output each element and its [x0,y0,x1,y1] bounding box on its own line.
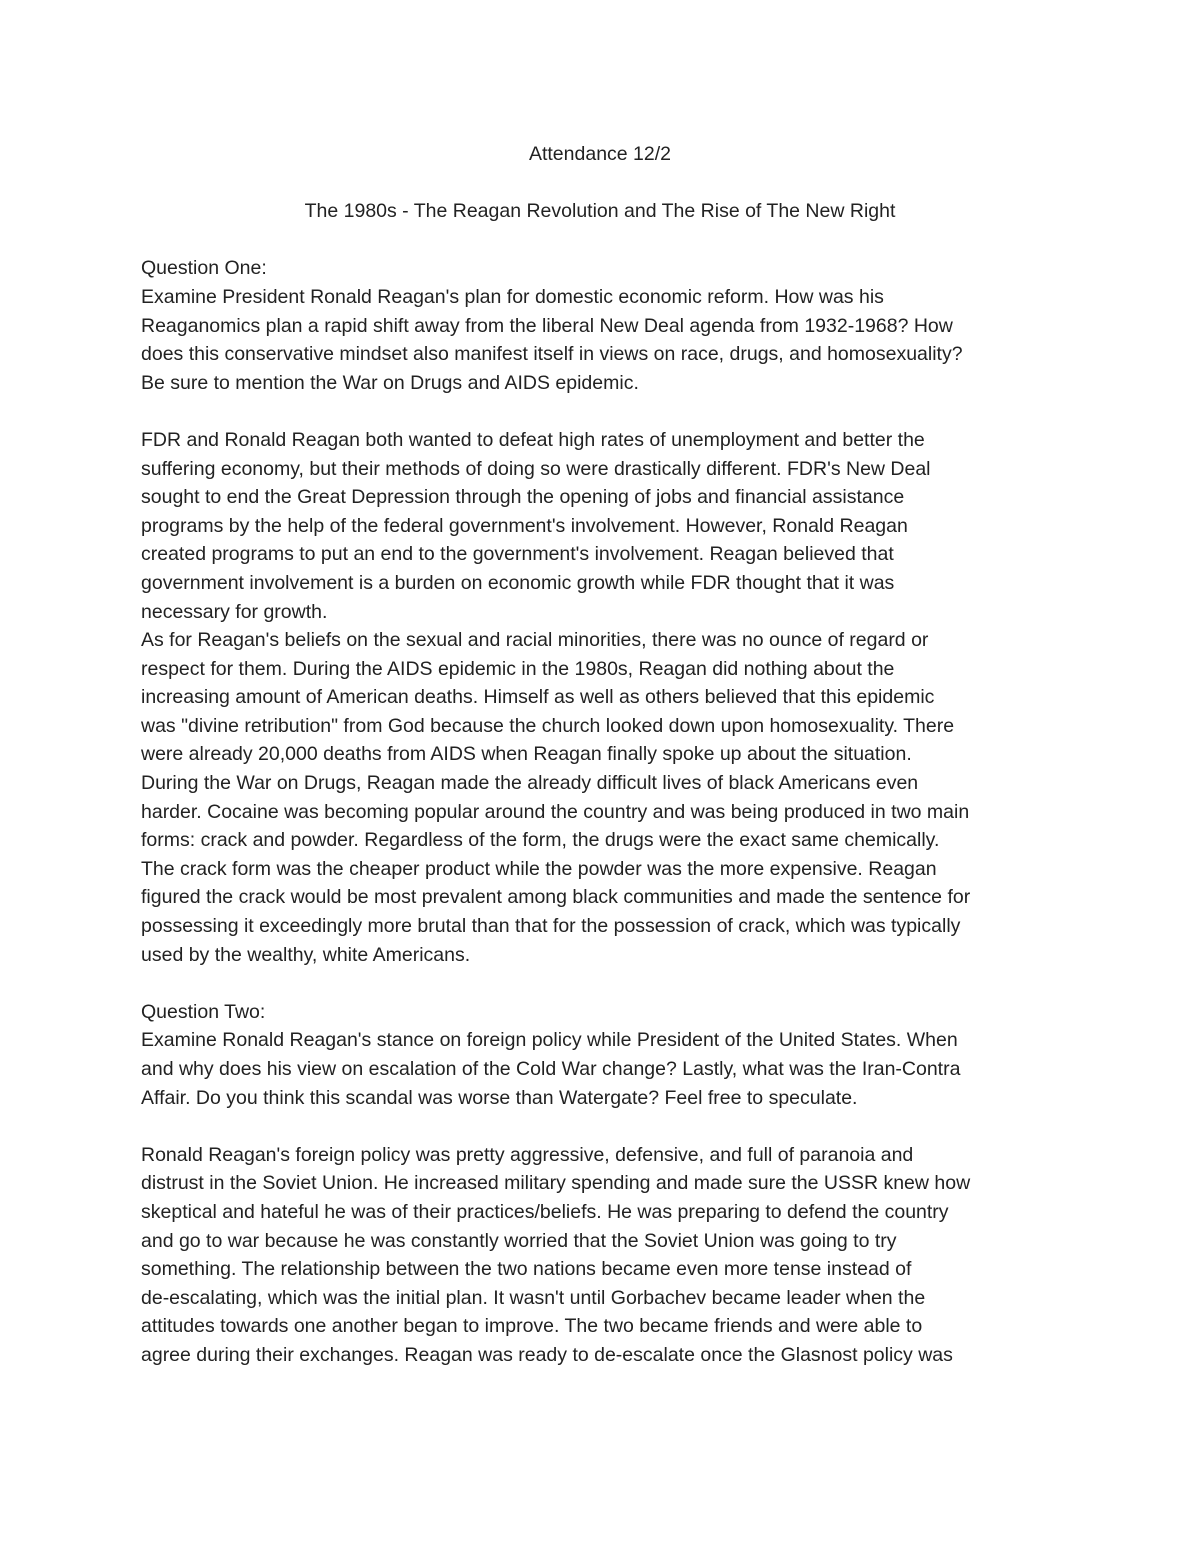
spacer [141,169,1066,198]
prompt-line: Be sure to mention the War on Drugs and AIDS epidemic. [141,371,639,394]
spacer [141,226,1066,255]
prompt-line: Affair. Do you think this scandal was worse than Watergate? Feel free to speculate. [141,1086,858,1109]
question-one-prompt [141,283,1066,397]
answer-line: government involvement is a burden on economic growth while FDR thought that it was [141,571,895,594]
answer-line: and go to war because he was constantly worried that the Soviet Union was going to try [141,1229,897,1252]
answer-line: de-escalating, which was the initial plan. It wasn't until Gorbachev became leader when the [141,1286,926,1309]
answer-line: were already 20,000 deaths from AIDS when Reagan finally spoke up about the situation. [141,743,912,766]
question-two-answer [141,1141,1066,1370]
answer-line: created programs to put an end to the government's involvement. Reagan believed that [141,543,894,566]
answer-line: figured the crack would be most prevalent among black communities and made the sentence for [141,886,971,909]
answer-line: used by the wealthy, white Americans. [141,943,471,966]
question-two-prompt [141,1026,1066,1112]
prompt-line: and why does his view on escalation of the Cold War change? Lastly, what was the Iran-Contra [141,1058,961,1080]
answer-line: During the War on Drugs, Reagan made the already difficult lives of black Americans even [141,772,919,795]
answer-line: possessing it exceedingly more brutal than that for the possession of crack, which was typically [141,915,961,938]
answer-line: agree during their exchanges. Reagan was ready to de-escalate once the Glasnost policy was [141,1343,953,1366]
answer-line: respect for them. During the AIDS epidemic in the 1980s, Reagan did nothing about the [141,657,895,680]
answer-line: attitudes towards one another began to improve. The two became friends and were able to [141,1315,923,1338]
answer-line: forms: crack and powder. Regardless of the form, the drugs were the exact same chemically. [141,829,940,852]
answer-line: sought to end the Great Depression through the opening of jobs and financial assistance [141,486,905,509]
document-body [141,140,1066,1370]
answer-line: skeptical and hateful he was of their practices/beliefs. He was preparing to defend the country [141,1200,949,1223]
attendance-title: Attendance 12/2 [528,143,672,165]
prompt-line: does this conservative mindset also manifest itself in views on race, drugs, and homosexuality? [141,343,963,366]
answer-line: distrust in the Soviet Union. He increased military spending and made sure the USSR knew how [141,1172,971,1195]
question-one-answer [141,426,1066,969]
prompt-line: Examine President Ronald Reagan's plan for domestic economic reform. How was his [141,285,884,308]
answer-line: The crack form was the cheaper product while the powder was the more expensive. Reagan [141,857,937,880]
assignment-subtitle: The 1980s - The Reagan Revolution and The Rise of The New Right [304,200,896,223]
answer-line: programs by the help of the federal government's involvement. However, Ronald Reagan [141,514,908,537]
spacer [141,969,1066,998]
answer-line: necessary for growth. [141,600,328,623]
prompt-line: Examine Ronald Reagan's stance on foreign policy while President of the United States. When [141,1029,958,1052]
answer-line: something. The relationship between the two nations became even more tense instead of [141,1258,912,1281]
answer-line: was "divine retribution" from God because the church looked down upon homosexuality. There [141,714,955,737]
answer-line: Ronald Reagan's foreign policy was pretty aggressive, defensive, and full of paranoia and [141,1143,914,1166]
spacer [141,1112,1066,1141]
question-one-heading: Question One: [141,257,267,280]
answer-line: increasing amount of American deaths. Himself as well as others believed that this epidemic [141,686,935,709]
answer-line: FDR and Ronald Reagan both wanted to defeat high rates of unemployment and better the [141,428,925,451]
answer-line: As for Reagan's beliefs on the sexual and racial minorities, there was no ounce of regard or [141,629,929,652]
answer-line: harder. Cocaine was becoming popular around the country and was being produced in two main [141,800,970,823]
question-two-heading: Question Two: [141,1000,266,1023]
answer-line: suffering economy, but their methods of doing so were drastically different. FDR's New Deal [141,457,931,480]
prompt-line: Reaganomics plan a rapid shift away from the liberal New Deal agenda from 1932-1968? How [141,314,953,337]
spacer [141,397,1066,426]
